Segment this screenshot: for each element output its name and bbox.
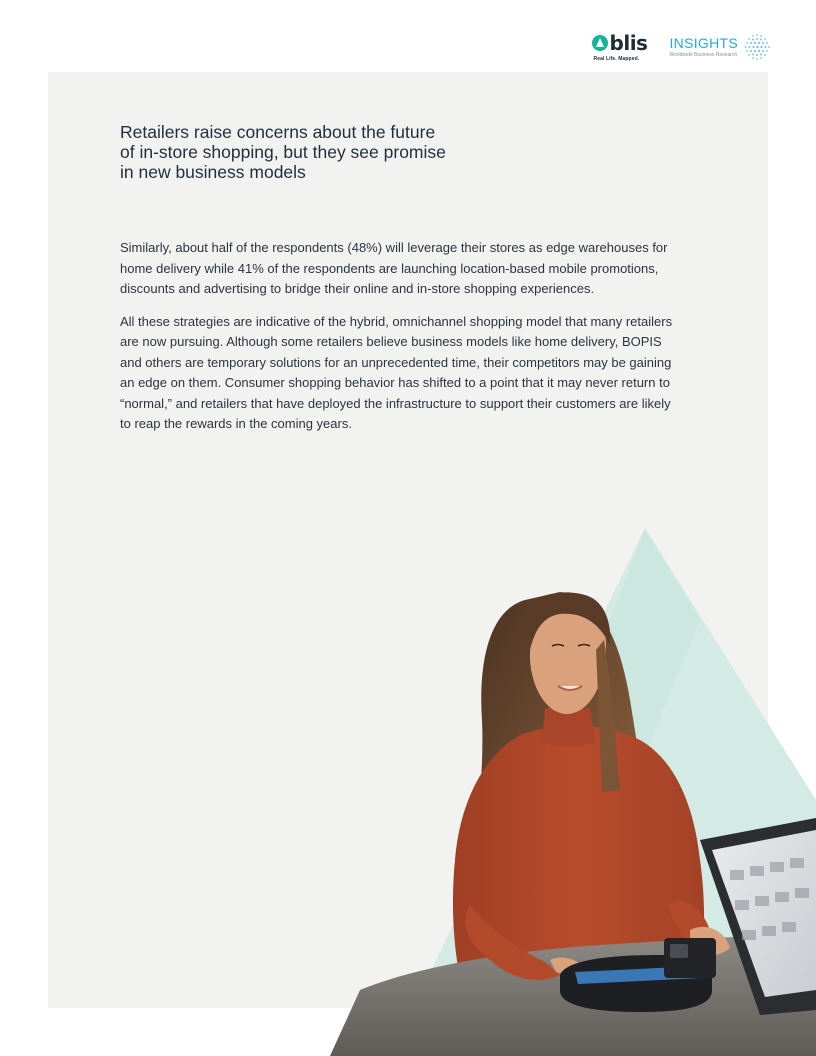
blis-logo <box>592 32 648 62</box>
blis-wordmark: blis <box>609 31 648 55</box>
insights-wordmark: INSIGHTS <box>669 35 738 51</box>
blis-mark-icon <box>592 35 608 51</box>
paragraph-2: All these strategies are indicative of the hybrid, omnichannel shopping model that many retailers are now pursuing. Although some retailers believe business models like home delivery, BOPIS and others are temporary solutions for an unprecedented time, their competitors may be gaining an edge on them. Consumer shopping behavior has shifted to a point that it may never return to “normal,” and retailers that have deployed the infrastructure to support their customers are likely to reap the rewards in the coming years. <box>120 313 673 431</box>
blis-tagline: Real Life. Mapped. <box>593 56 640 62</box>
title-line-3: in new business models <box>120 162 306 182</box>
content-panel <box>48 72 768 1008</box>
globe-icon <box>742 32 772 62</box>
title-line-2: of in-store shopping, but they see promise <box>120 142 446 162</box>
page-title <box>120 122 540 182</box>
header-logos <box>592 30 772 64</box>
body-text <box>120 238 676 447</box>
insights-tagline: Worldwide Business Research <box>669 52 738 58</box>
title-line-1: Retailers raise concerns about the future <box>120 122 436 142</box>
paragraph-1: Similarly, about half of the respondents (48%) will leverage their stores as edge warehouses for home delivery while 41% of the respondents are launching location-based mobile promotions, discounts and advertising to bridge their online and in-store shopping experiences. <box>120 240 668 296</box>
insights-logo <box>669 32 772 62</box>
